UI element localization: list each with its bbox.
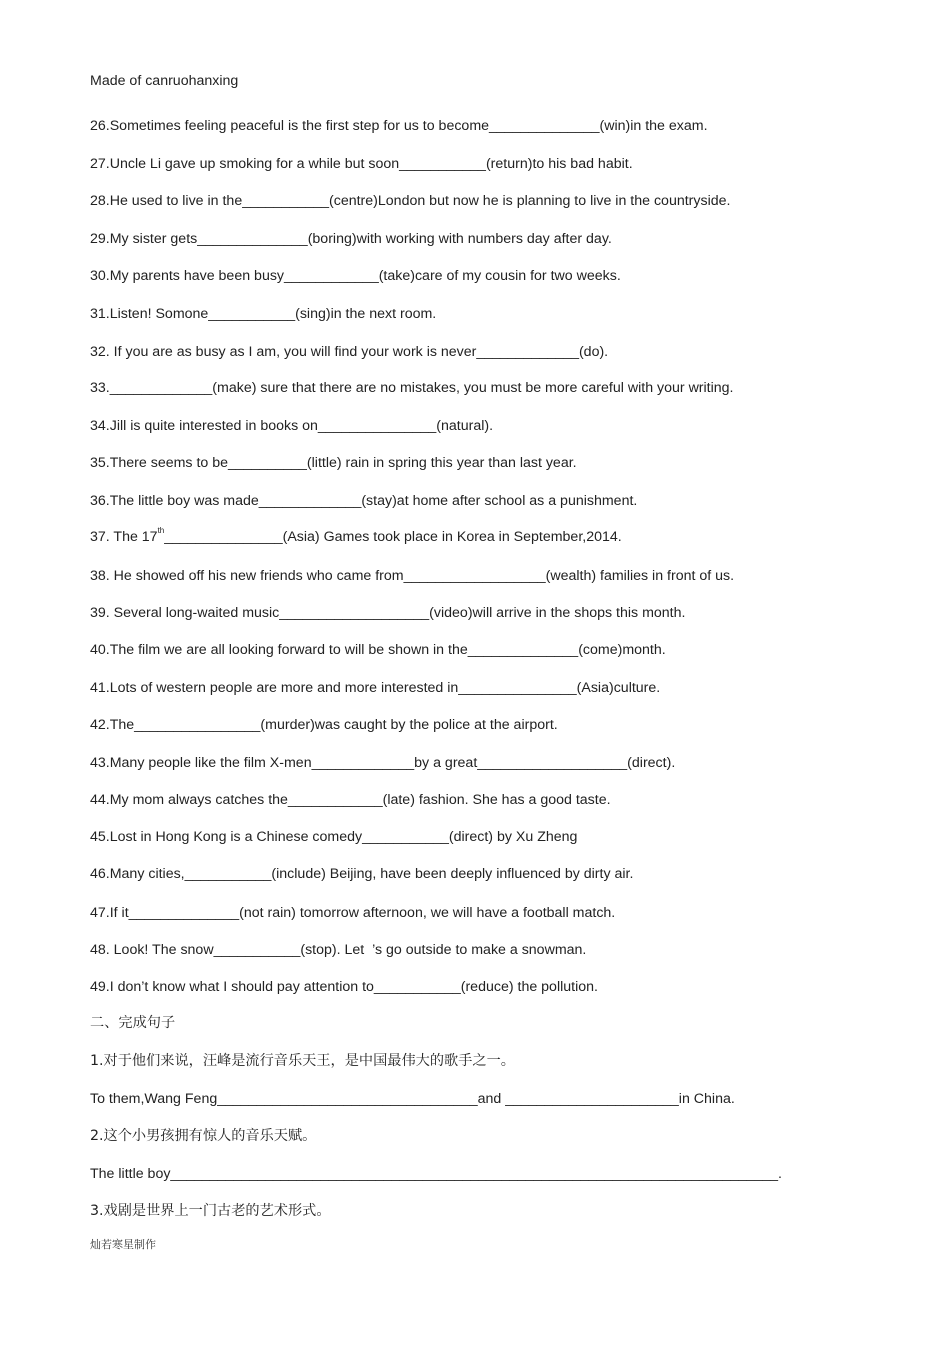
question-39: 39. Several long-waited music___________________(video)will arrive in the shops this month. (90, 605, 686, 621)
question-41: 41.Lots of western people are more and more interested in_______________(Asia)culture. (90, 680, 661, 696)
question-29: 29.My sister gets______________(boring)with working with numbers day after day. (90, 231, 612, 247)
question-40: 40.The film we are all looking forward to will be shown in the______________(come)month. (90, 642, 666, 658)
question-46: 46.Many cities,___________(include) Beijing, have been deeply influenced by dirty air. (90, 866, 634, 882)
question-27: 27.Uncle Li gave up smoking for a while but soon___________(return)to his bad habit. (90, 156, 633, 172)
question-37-before: 37. The 17 (90, 529, 158, 545)
question-33: 33._____________(make) sure that there are no mistakes, you must be more careful with your writing. (90, 380, 734, 396)
question-30: 30.My parents have been busy____________(take)care of my cousin for two weeks. (90, 268, 621, 284)
question-36: 36.The little boy was made_____________(stay)at home after school as a punishment. (90, 493, 638, 509)
section-2-heading: 二、完成句子 (90, 1015, 176, 1031)
question-38: 38. He showed off his new friends who came from__________________(wealth) families in front of us. (90, 568, 735, 584)
question-37-sup: th (157, 526, 165, 536)
page-header: Made of canruohanxing (90, 73, 239, 89)
question-32: 32. If you are as busy as I am, you will find your work is never_____________(do). (90, 344, 609, 360)
question-37-after: _______________(Asia) Games took place in Korea in September,2014. (164, 529, 622, 545)
sentence-2-chinese: 2.这个小男孩拥有惊人的音乐天赋。 (90, 1128, 317, 1144)
sentence-1-chinese: 1.对于他们来说，汪峰是流行音乐天王，是中国最伟大的歌手之一。 (90, 1053, 515, 1069)
question-43: 43.Many people like the film X-men_____________by a great___________________(direct). (90, 755, 676, 771)
question-31: 31.Listen! Somone___________(sing)in the next room. (90, 306, 437, 322)
sentence-1-english: To them,Wang Feng_________________________________and ______________________in China. (90, 1091, 735, 1107)
page-footer: 灿若寒星制作 (90, 1238, 156, 1251)
question-37 (90, 528, 622, 546)
sentence-2-english: The little boy_____________________________________________________________________________. (90, 1166, 782, 1182)
question-34: 34.Jill is quite interested in books on_______________(natural). (90, 418, 494, 434)
question-49: 49.I don’t know what I should pay attention to___________(reduce) the pollution. (90, 979, 598, 995)
question-44: 44.My mom always catches the____________(late) fashion. She has a good taste. (90, 792, 611, 808)
question-28: 28.He used to live in the___________(centre)London but now he is planning to live in the countryside. (90, 193, 731, 209)
question-45: 45.Lost in Hong Kong is a Chinese comedy___________(direct) by Xu Zheng (90, 829, 578, 845)
sentence-3-chinese: 3.戏剧是世界上一门古老的艺术形式。 (90, 1203, 331, 1219)
question-35: 35.There seems to be__________(little) rain in spring this year than last year. (90, 455, 577, 471)
question-47: 47.If it______________(not rain) tomorrow afternoon, we will have a football match. (90, 905, 616, 921)
question-42: 42.The________________(murder)was caught by the police at the airport. (90, 717, 558, 733)
question-48: 48. Look! The snow___________(stop). Let ’s go outside to make a snowman. (90, 942, 587, 958)
question-26: 26.Sometimes feeling peaceful is the first step for us to become______________(win)in the exam. (90, 118, 708, 134)
